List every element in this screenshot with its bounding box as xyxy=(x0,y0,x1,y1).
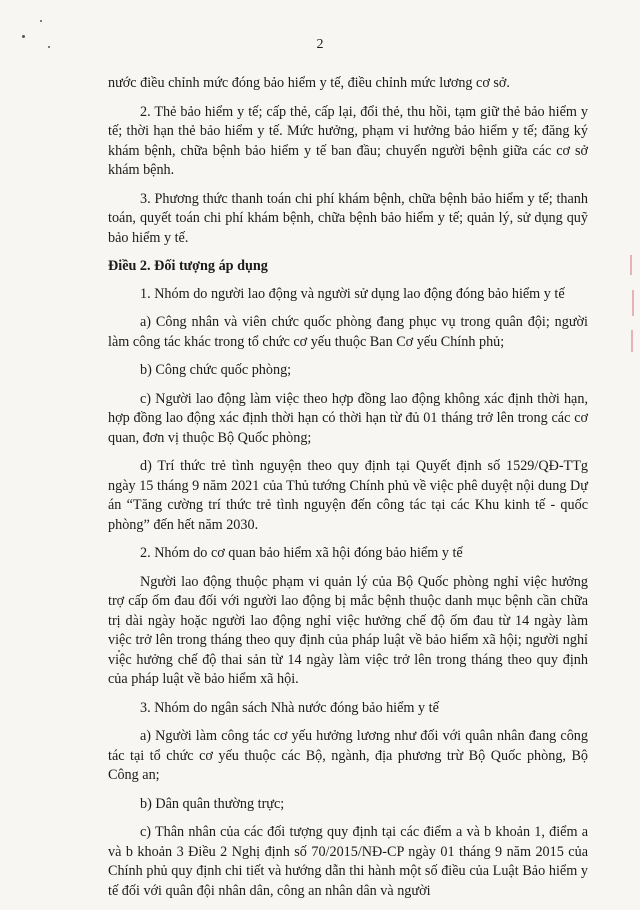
group-2-heading: 2. Nhóm do cơ quan bảo hiểm xã hội đóng bảo hiểm y tế xyxy=(140,545,463,561)
group-3-item-a: a) Người làm công tác cơ yếu hưởng lương như đối với quân nhân đang công tác tại tổ chức cơ yếu thuộc các Bộ, ngành, địa phương trừ Bộ Quốc phòng, Bộ Công an; xyxy=(108,728,588,783)
group-1-item-a: a) Công nhân và viên chức quốc phòng đang phục vụ trong quân đội; người làm công tác khác trong tổ chức cơ yếu thuộc Ban Cơ yếu Chính phủ; xyxy=(108,314,588,350)
group-3-item-c: c) Thân nhân của các đối tượng quy định tại các điểm a và b khoản 1, điểm a và b khoản 3 Điều 2 Nghị định số 70/2015/NĐ-CP ngày 01 tháng 9 năm 2015 của Chính phủ quy định chi tiết và hướng dẫn thi hành một số điều của Luật Bảo hiểm y tế đối với quân đội nhân dân, công an nhân dân và người xyxy=(108,824,588,899)
paragraph-item-2: 2. Thẻ bảo hiểm y tế; cấp thẻ, cấp lại, đổi thẻ, thu hồi, tạm giữ thẻ bảo hiểm y tế; thời hạn thẻ bảo hiểm y tế. Mức hưởng, phạm vi hưởng bảo hiểm y tế; đăng ký khám bệnh, chữa bệnh bảo hiểm y tế ban đầu; chuyển người bệnh giữa các cơ sở khám bệnh. xyxy=(108,103,588,178)
page-number: 2 xyxy=(316,37,324,52)
margin-mark xyxy=(632,290,634,316)
group-2-body: Người lao động thuộc phạm vi quản lý của Bộ Quốc phòng nghỉ việc hưởng trợ cấp ốm đau đối với người lao động bị mắc bệnh thuộc danh mục bệnh cần chữa trị dài ngày hoặc người lao động nghỉ việc hưởng chế độ ốm đau từ 14 ngày làm việc trở lên trong tháng theo quy định của pháp luật về bảo hiểm xã hội; người nghỉ việc hưởng chế độ thai sản từ 14 ngày làm việc trở lên trong tháng theo quy định của pháp luật về bảo hiểm xã hội. xyxy=(108,573,588,687)
group-1-heading: 1. Nhóm do người lao động và người sử dụng lao động đóng bảo hiểm y tế xyxy=(140,285,565,302)
group-3-heading: 3. Nhóm do ngân sách Nhà nước đóng bảo hiểm y tế xyxy=(140,699,439,716)
margin-mark xyxy=(631,330,633,352)
group-3-item-b: b) Dân quân thường trực; xyxy=(140,795,285,812)
group-1-item-b: b) Công chức quốc phòng; xyxy=(140,362,292,378)
article-2-heading: Điều 2. Đối tượng áp dụng xyxy=(108,258,268,274)
scan-speck xyxy=(40,20,42,22)
group-1-item-d: d) Trí thức trẻ tình nguyện theo quy định tại Quyết định số 1529/QĐ-TTg ngày 15 tháng 9 năm 2021 của Thủ tướng Chính phủ về việc phê duyệt nội dung Dự án “Tăng cường trí thức trẻ tình nguyện đến công tác tại các Khu kinh tế - quốc phòng” đến hết năm 2030. xyxy=(108,458,588,533)
document-body xyxy=(108,74,588,910)
margin-mark xyxy=(630,255,632,275)
paragraph-continuation: nước điều chỉnh mức đóng bảo hiểm y tế, điều chỉnh mức lương cơ sở. xyxy=(108,75,510,91)
group-1-item-c: c) Người lao động làm việc theo hợp đồng lao động không xác định thời hạn, hợp đồng lao động xác định thời hạn có thời hạn từ đủ 01 tháng trở lên trong các cơ quan, đơn vị thuộc Bộ Quốc phòng; xyxy=(108,390,588,446)
paragraph-item-3: 3. Phương thức thanh toán chi phí khám bệnh, chữa bệnh bảo hiểm y tế; thanh toán, quyết toán chi phí khám bệnh, chữa bệnh bảo hiểm y tế; quản lý, sử dụng quỹ bảo hiểm y tế. xyxy=(108,190,588,246)
